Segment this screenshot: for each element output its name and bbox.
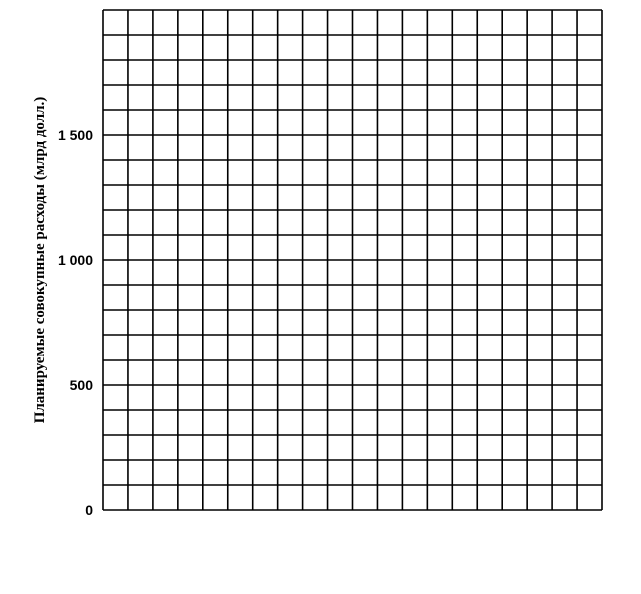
- y-axis-ticks: [58, 127, 93, 518]
- y-tick-label: 1 500: [57, 127, 93, 143]
- y-axis-label: Планируемые совокупные расходы (млрд долл.): [32, 96, 48, 424]
- y-tick-label: 500: [69, 377, 93, 393]
- grid: [103, 10, 602, 510]
- y-tick-label: 0: [85, 502, 93, 518]
- y-tick-label: 1 000: [57, 252, 93, 268]
